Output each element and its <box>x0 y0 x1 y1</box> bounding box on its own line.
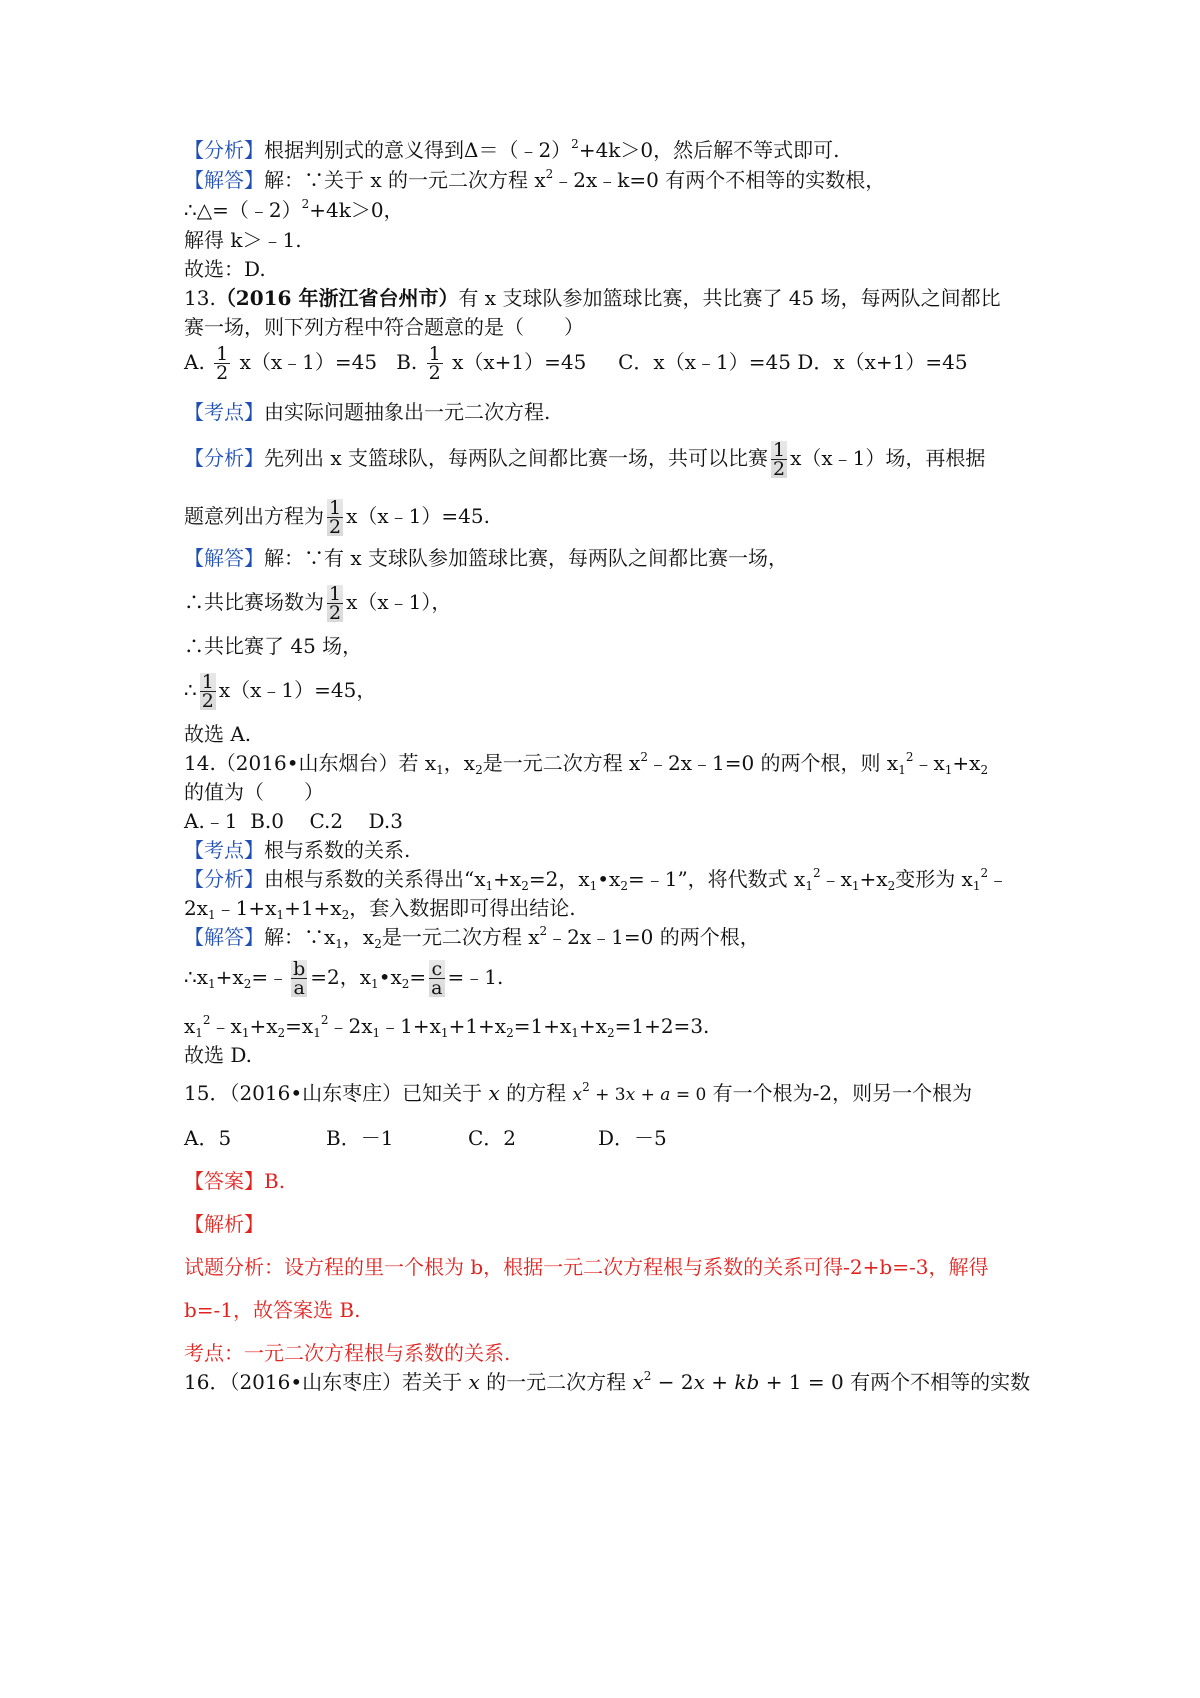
q15-options <box>184 1124 667 1152</box>
q14-step-vieta: $\therefore x_1+x_2=﹣$ $\frac{b}{a}$ =2，$x_1•x_2=$ $\frac{c}{a}$ =﹣1. <box>184 958 504 999</box>
q13-option-c: C．x（x﹣1）=45 <box>618 350 791 374</box>
fraction-b-over-a: $\frac{b}{a}$ <box>293 958 306 999</box>
q14-options: A.﹣1 B.0 C.2 D.3 <box>184 809 403 833</box>
fraction-one-half: $\frac{1}{2}$ <box>216 343 229 384</box>
q13-step-count: ∴共比赛场数为 $\frac{1}{2}$ x（x﹣1）， <box>184 583 452 624</box>
fraction-one-half: $\frac{1}{2}$ <box>201 671 214 712</box>
q16-stem: 16．（2016•山东枣庄）若关于 x 的一元二次方程 $x^2 - 2x$ + kb + 1 = 0 有两个不相等的实数 <box>184 1369 1031 1394</box>
solution-tag: 【解答】 <box>184 546 264 570</box>
q13-option-b: B. $\frac{1}{2}$ x（x+1）=45 <box>396 343 587 384</box>
q15-option-b: B．－1 <box>326 1126 394 1150</box>
q13-step-total: ∴共比赛了 45 场， <box>184 634 363 658</box>
q13-options <box>184 340 968 384</box>
q14-step-substitute: $x_1^2﹣x_1+x_2=x_1^2﹣2x_1﹣1+x_1+1+x_2=1+x_1+x_2=1+2=3$. <box>184 1013 710 1040</box>
q15-option-a: A．5 <box>184 1126 232 1150</box>
q14-kaodian-line: 【考点】根与系数的关系. <box>184 838 411 862</box>
q13-step-equation: ∴ $\frac{1}{2}$ x（x﹣1）=45， <box>184 671 377 712</box>
q15-option-d: D．－5 <box>598 1126 667 1150</box>
analysis-tag: 【分析】 <box>184 867 264 891</box>
q15-analysis-line1: 试题分析：设方程的里一个根为 b，根据一元二次方程根与系数的关系可得-2+b=-3，解得 <box>184 1255 989 1279</box>
answer-tag: 【答案】 <box>184 1169 264 1193</box>
q12-analysis-line: 【分析】根据判别式的意义得到Δ＝（﹣2）$^2$+4k＞0，然后解不等式即可. <box>184 137 840 162</box>
analysis-tag: 【分析】 <box>184 446 264 470</box>
q15-analysis-line2: b=-1，故答案选 B. <box>184 1298 361 1322</box>
q13-kaodian-line: 【考点】由实际问题抽象出一元二次方程. <box>184 400 551 424</box>
fraction-one-half: $\frac{1}{2}$ <box>428 343 441 384</box>
q13-final-answer: 故选 A. <box>184 722 252 746</box>
q12-final-answer: 故选：D. <box>184 257 266 281</box>
q15-equation: $x^2 + 3x + a = 0$ <box>572 1080 707 1105</box>
q13-option-d: D．x（x+1）=45 <box>797 350 968 374</box>
solution-tag: 【解答】 <box>184 168 264 192</box>
analysis-tag: 【分析】 <box>184 138 264 162</box>
fraction-one-half: $\frac{1}{2}$ <box>329 583 342 624</box>
fraction-c-over-a: $\frac{c}{a}$ <box>431 958 443 999</box>
q13-solution-line: 【解答】解：∵有 x 支球队参加篮球比赛，每两队之间都比赛一场， <box>184 546 788 570</box>
q14-analysis-line1: 【分析】由根与系数的关系得出“$x_1+x_2=2$，$x_1•x_2=﹣1$”，将代数式 $x_1^2﹣x_1+x_2$变形为 $x_1^2﹣$ <box>184 866 1009 893</box>
q15-stem: 15．（2016•山东枣庄）已知关于 x 的方程 $x^2 + 3x + a = 0$ 有一个根为-2，则另一个根为 <box>184 1080 973 1105</box>
q13-option-a: A. $\frac{1}{2}$ x（x﹣1）=45 <box>184 343 378 384</box>
q14-solution-line: 【解答】解：$\because x_1$，$x_2$是一元二次方程 $x^2﹣2x﹣1=0$ 的两个根， <box>184 924 760 951</box>
q15-kaodian-line: 考点：一元二次方程根与系数的关系. <box>184 1341 511 1365</box>
fraction-one-half: $\frac{1}{2}$ <box>773 439 786 480</box>
q14-analysis-line2: $2x_1﹣1+x_1+1+x_2$，套入数据即可得出结论. <box>184 896 576 922</box>
q12-step-discriminant: ∴△=（﹣2）$^2$+4k＞0， <box>184 197 404 222</box>
q12-solution-line: 【解答】解：∵关于 x 的一元二次方程 $x^2﹣2x﹣k=0$ 有两个不相等的实数根， <box>184 167 886 192</box>
q14-stem-line1: 14.（2016•山东烟台）若 $x_1$，$x_2$是一元二次方程 $x^2﹣2x﹣1=0$ 的两个根，则 $x_1^2﹣x_1+x_2$ <box>184 750 989 777</box>
fraction-one-half: $\frac{1}{2}$ <box>329 497 342 538</box>
q15-jiexi-tag: 【解析】 <box>184 1212 264 1236</box>
kaodian-tag: 【考点】 <box>184 838 264 862</box>
q13-source: （2016 年浙江省台州市） <box>215 286 459 310</box>
q15-option-c: C．2 <box>468 1126 517 1150</box>
solution-tag: 【解答】 <box>184 925 264 949</box>
q13-analysis-line2: 题意列出方程为 $\frac{1}{2}$ x（x﹣1）=45. <box>184 497 490 538</box>
q13-stem-line1: 13.（2016 年浙江省台州市）有 x 支球队参加篮球比赛，共比赛了 45 场，每两队之间都比 <box>184 286 1001 310</box>
q12-step-result: 解得 k＞﹣1. <box>184 228 302 252</box>
q15-answer-line: 【答案】B. <box>184 1169 286 1193</box>
q13-analysis-line1: 【分析】先列出 x 支篮球队，每两队之间都比赛一场，共可以比赛 $\frac{1}{2}$ x（x﹣1）场，再根据 <box>184 439 986 480</box>
q14-stem-line2: 的值为（ ） <box>184 780 324 804</box>
q13-stem-line2: 赛一场，则下列方程中符合题意的是（ ） <box>184 315 584 339</box>
kaodian-tag: 【考点】 <box>184 400 264 424</box>
q14-final-answer: 故选 D. <box>184 1043 253 1067</box>
q16-equation: $x^2 - 2x$ + kb + 1 = 0 <box>632 1369 844 1394</box>
